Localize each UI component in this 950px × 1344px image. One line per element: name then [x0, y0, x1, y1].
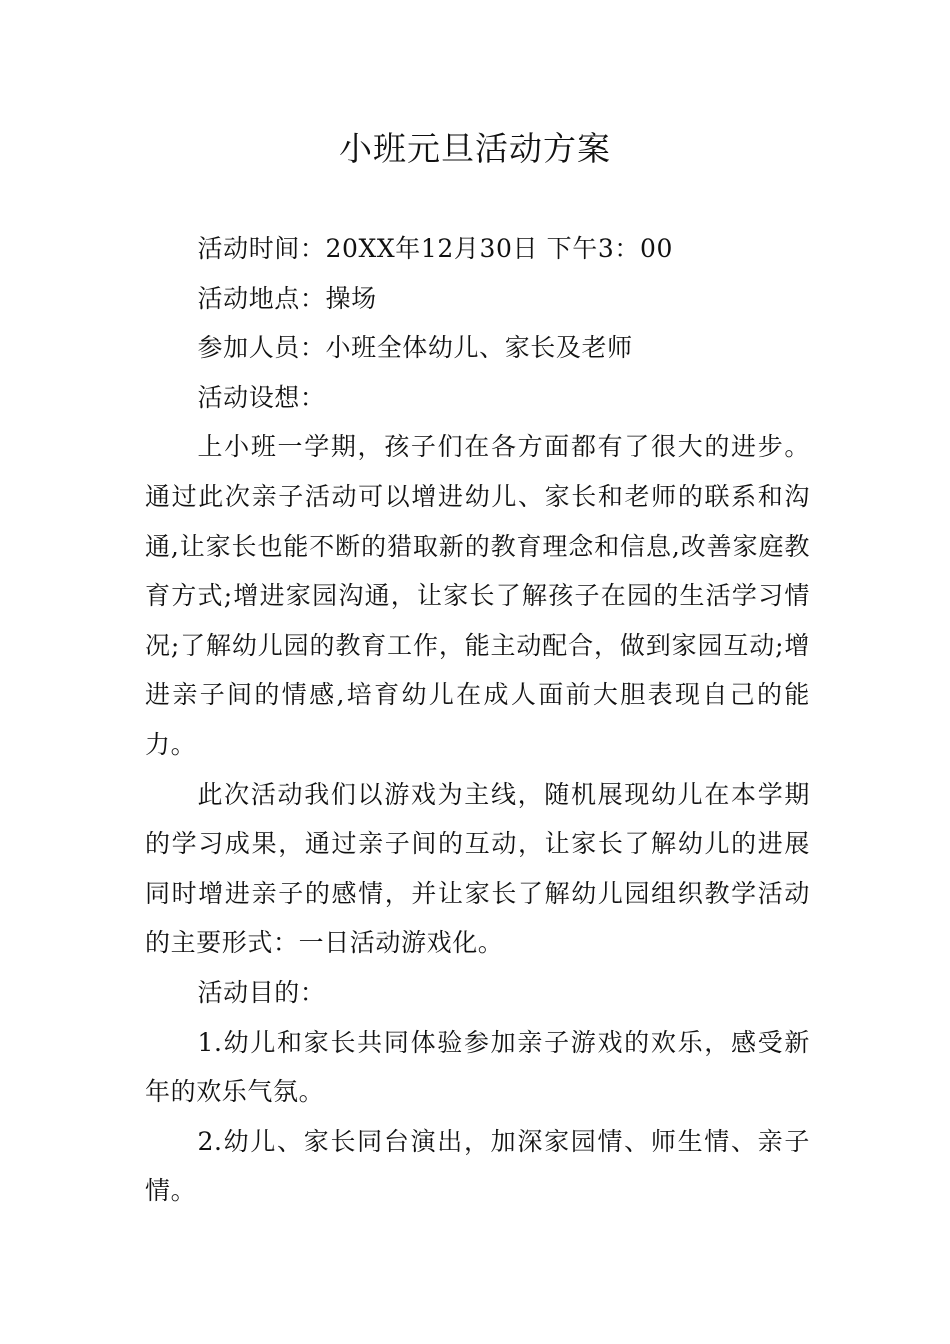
paragraph-concept-1: 上小班一学期，孩子们在各方面都有了很大的进步。通过此次亲子活动可以增进幼儿、家长和老师的联系和沟通,让家长也能不断的猎取新的教育理念和信息,改善家庭教育方式;增进家园沟通，让家长了解孩子在园的生活学习情况;了解幼儿园的教育工作，能主动配合，做到家园互动;增进亲子间的情感,培育幼儿在成人面前大胆表现自己的能力。	[145, 432, 810, 759]
activity-concept-heading: 活动设想：	[197, 382, 326, 412]
activity-time: 活动时间：20XX年12月30日 下午3：00	[197, 234, 673, 263]
document-title: 小班元旦活动方案	[339, 129, 611, 168]
goal-item-2: 2.幼儿、家长同台演出，加深家园情、师生情、亲子情。	[145, 1126, 810, 1206]
activity-place: 活动地点：操场	[197, 283, 377, 313]
paragraph-concept-2: 此次活动我们以游戏为主线，随机展现幼儿在本学期的学习成果，通过亲子间的互动，让家长了解幼儿的进展同时增进亲子的感情，并让家长了解幼儿园组织教学活动的主要形式：一日活动游戏化。	[145, 779, 810, 958]
goal-item-1: 1.幼儿和家长共同体验参加亲子游戏的欢乐，感受新年的欢乐气氛。	[145, 1027, 810, 1107]
activity-participants: 参加人员：小班全体幼儿、家长及老师	[197, 333, 633, 363]
document-body	[145, 224, 810, 1216]
activity-goals-heading: 活动目的：	[197, 977, 326, 1007]
